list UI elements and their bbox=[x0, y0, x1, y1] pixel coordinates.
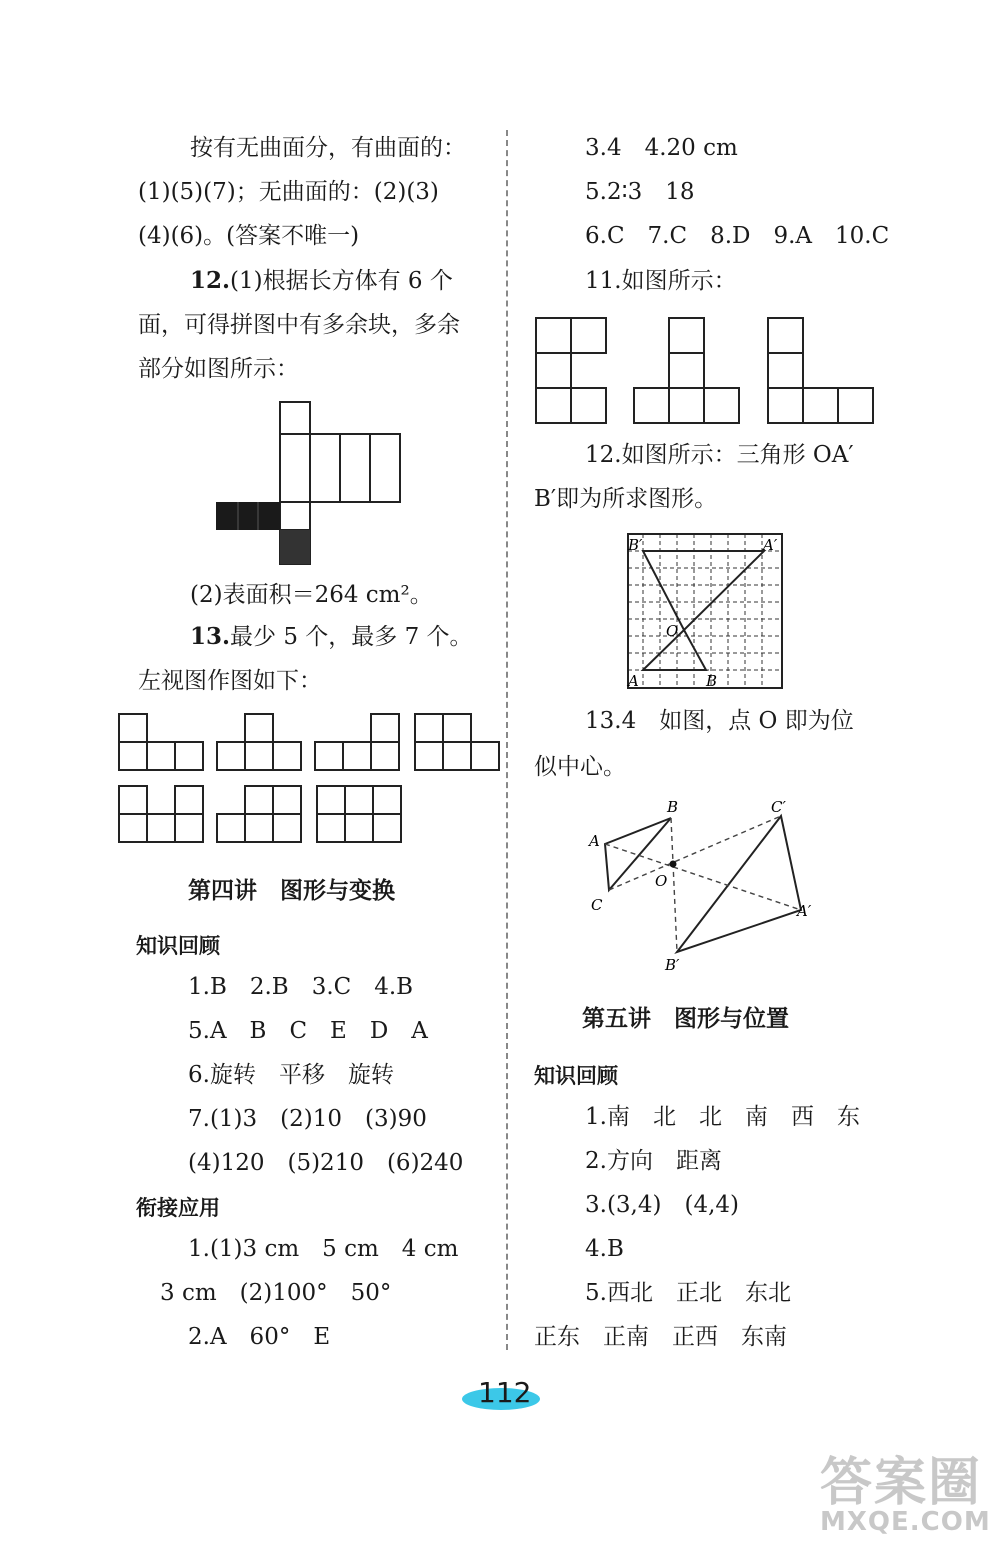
label-c: C bbox=[591, 896, 603, 914]
label-b: B bbox=[706, 672, 718, 690]
answer-line: 3 cm (2)100° 50° bbox=[160, 1280, 392, 1306]
answer-line: 1.南 北 北 南 西 东 bbox=[585, 1104, 860, 1130]
grid-figure bbox=[626, 532, 786, 692]
label-b-prime: B′ bbox=[628, 536, 643, 554]
apply-heading: 衔接应用 bbox=[136, 1195, 220, 1220]
answer-line: 2.方向 距离 bbox=[585, 1148, 722, 1174]
q12-number: 12. bbox=[190, 267, 231, 294]
label-o: O bbox=[655, 872, 668, 890]
answer-line: 3.(3,4) (4,4) bbox=[585, 1192, 739, 1218]
answer-line: 5.A B C E D A bbox=[188, 1018, 428, 1044]
answer-line: 6.C 7.C 8.D 9.A 10.C bbox=[585, 223, 890, 249]
q12-text: (1)根据长方体有 6 个 bbox=[230, 268, 453, 294]
label-b-prime: B′ bbox=[665, 956, 680, 974]
left-text-line: 左视图作图如下： bbox=[138, 668, 322, 694]
left-text-line: (2)表面积＝264 cm²。 bbox=[190, 582, 433, 608]
page-number-text: 112 bbox=[478, 1376, 532, 1409]
homothety-figure bbox=[585, 796, 825, 976]
answer-line: 4.B bbox=[585, 1236, 624, 1262]
left-text-line: 面，可得拼图中有多余块，多余 bbox=[138, 312, 460, 338]
answer-line: B′即为所求图形。 bbox=[534, 486, 718, 512]
answer-line: 5.2∶3 18 bbox=[585, 179, 695, 205]
answer-line: 5.西北 正北 东北 bbox=[585, 1280, 791, 1306]
answer-line: 正东 正南 正西 东南 bbox=[534, 1324, 787, 1350]
label-a-prime: A′ bbox=[797, 902, 812, 920]
label-o: O bbox=[666, 622, 679, 640]
watermark-logo: 答案圈 bbox=[820, 1453, 983, 1513]
answer-line: 1.(1)3 cm 5 cm 4 cm bbox=[188, 1236, 459, 1262]
left-text-line: 部分如图所示： bbox=[138, 356, 299, 382]
label-a: A bbox=[589, 832, 600, 850]
left-text-line: (4)(6)。(答案不唯一) bbox=[138, 223, 360, 249]
answer-line: 似中心。 bbox=[534, 754, 626, 780]
column-divider bbox=[506, 130, 508, 1350]
answer-line: 2.A 60° E bbox=[188, 1324, 331, 1350]
label-c-prime: C′ bbox=[771, 798, 786, 816]
label-a: A bbox=[628, 672, 639, 690]
answer-line: (4)120 (5)210 (6)240 bbox=[188, 1150, 464, 1176]
answer-line: 7.(1)3 (2)10 (3)90 bbox=[188, 1106, 427, 1132]
label-b: B bbox=[667, 798, 679, 816]
q12-line bbox=[190, 266, 453, 296]
left-text-line: 按有无曲面分，有曲面的： bbox=[190, 135, 466, 161]
review-heading: 知识回顾 bbox=[136, 933, 220, 958]
watermark-url: MXQE.COM bbox=[820, 1507, 991, 1537]
review-heading: 知识回顾 bbox=[534, 1063, 618, 1088]
answer-line: 6.旋转 平移 旋转 bbox=[188, 1062, 394, 1088]
answer-line: 13.4 如图，点 O 即为位 bbox=[585, 708, 854, 734]
q13-number: 13. bbox=[190, 623, 231, 650]
answer-line: 12.如图所示：三角形 OA′ bbox=[585, 442, 854, 468]
q11-figures bbox=[534, 316, 879, 426]
answer-line: 11.如图所示： bbox=[585, 268, 737, 294]
left-view-figures bbox=[115, 710, 505, 850]
left-text-line: (1)(5)(7)；无曲面的：(2)(3) bbox=[138, 179, 439, 205]
q13-text: 最少 5 个，最多 7 个。 bbox=[230, 624, 473, 650]
watermark bbox=[820, 1440, 991, 1537]
q13-line bbox=[190, 622, 473, 652]
section-4-title: 第四讲 图形与变换 bbox=[188, 877, 395, 904]
section-5-title: 第五讲 图形与位置 bbox=[582, 1005, 789, 1032]
page-number bbox=[462, 1376, 542, 1416]
answer-line: 3.4 4.20 cm bbox=[585, 135, 738, 161]
label-a-prime: A′ bbox=[763, 536, 778, 554]
answer-line: 1.B 2.B 3.C 4.B bbox=[188, 974, 414, 1000]
cube-net-figure bbox=[210, 400, 410, 570]
